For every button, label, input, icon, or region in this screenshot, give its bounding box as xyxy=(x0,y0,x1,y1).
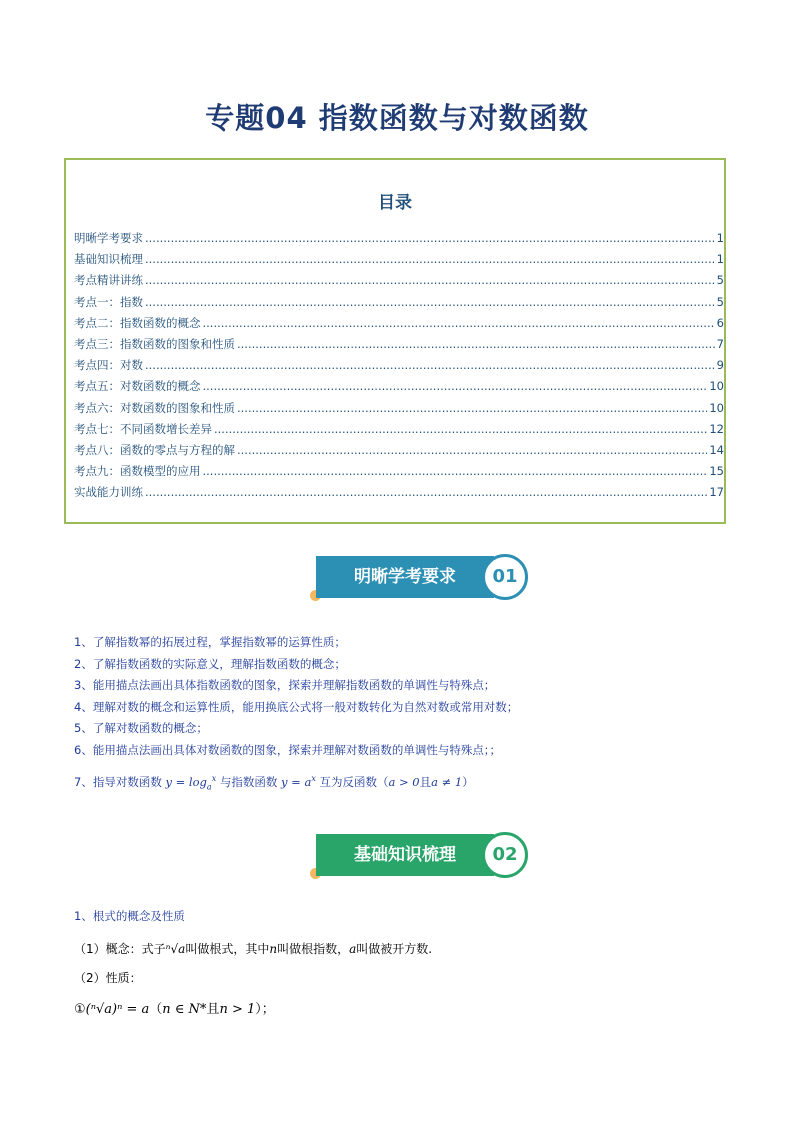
requirement-item: 3、能用描点法画出具体指数函数的图象，探索并理解指数函数的单调性与特殊点； xyxy=(74,678,496,693)
section-banner-knowledge xyxy=(310,834,542,880)
toc-entry[interactable]: 基础知识梳理 ..... 1 xyxy=(74,251,724,272)
requirement-item: 6、能用描点法画出具体对数函数的图象，探索并理解对数函数的单调性与特殊点；； xyxy=(74,742,502,757)
page-title: 专题04 指数函数与对数函数 xyxy=(205,101,589,135)
toc-entry[interactable]: 明晰学考要求 ..... 1 xyxy=(74,230,724,251)
toc-entry[interactable]: 考点八：函数的零点与方程的解 ..... 14 xyxy=(74,442,724,463)
log-formula: $y = \log_a^x$ xyxy=(165,774,217,792)
radical-expression: ⁿ√a xyxy=(165,942,186,956)
toc-entry[interactable]: 实战能力训练 ..... 17 xyxy=(74,484,724,505)
toc-entry[interactable]: 考点一：指数 ..... 5 xyxy=(74,294,724,315)
requirement-item: 1、了解指数幂的拓展过程，掌握指数幂的运算性质； xyxy=(74,635,346,649)
section-banner-requirements xyxy=(310,556,542,602)
toc-entry[interactable]: 考点二：指数函数的概念 ..... 6 xyxy=(74,315,724,336)
toc-entry[interactable]: 考点九：函数模型的应用 ..... 15 xyxy=(74,463,724,484)
toc-entry[interactable]: 考点精讲讲练 ..... 5 xyxy=(74,272,724,293)
property-formula: (ⁿ√a)ⁿ = a xyxy=(85,1002,150,1017)
toc-heading: 目录 xyxy=(378,193,412,213)
property-line-1: ①(ⁿ√a)ⁿ = a（n ∈ N*且n > 1）； xyxy=(74,1002,275,1017)
toc-entry[interactable]: 考点三：指数函数的图象和性质 ..... 7 xyxy=(74,336,724,357)
toc-entry[interactable]: 考点六：对数函数的图象和性质 ..... 10 xyxy=(74,400,724,421)
requirements-list xyxy=(74,634,754,764)
banner-label: 明晰学考要求 xyxy=(354,567,456,587)
requirement-item-7: 7、指导对数函数 $y = \log_a^x$ 与指数函数 $y = a^x$ 互为反函数（a > 0且a ≠ 1） xyxy=(74,774,474,792)
requirement-item: 2、了解指数函数的实际意义，理解指数函数的概念； xyxy=(74,656,346,671)
banner-number: 02 xyxy=(492,844,518,865)
toc-entry[interactable]: 考点四：对数 ..... 9 xyxy=(74,357,724,378)
requirement-item: 5、了解对数函数的概念； xyxy=(74,721,208,736)
banner-label: 基础知识梳理 xyxy=(354,845,456,865)
requirement-item: 4、理解对数的概念和运算性质，能用换底公式将一般对数转化为自然对数或常用对数； xyxy=(74,699,519,714)
section-heading: 1、根式的概念及性质 xyxy=(74,909,185,923)
concept-line: （1）概念：式子ⁿ√a叫做根式，其中n叫做根指数，a叫做被开方数. xyxy=(74,942,433,956)
toc-list xyxy=(74,230,724,505)
toc-entry[interactable]: 考点七：不同函数增长差异 ..... 12 xyxy=(74,421,724,442)
property-label: （2）性质： xyxy=(74,971,142,985)
table-of-contents xyxy=(64,158,726,524)
toc-entry[interactable]: 考点五：对数函数的概念 ..... 10 xyxy=(74,378,724,399)
exp-formula: $y = a^x$ xyxy=(281,774,316,789)
banner-number: 01 xyxy=(492,566,518,587)
